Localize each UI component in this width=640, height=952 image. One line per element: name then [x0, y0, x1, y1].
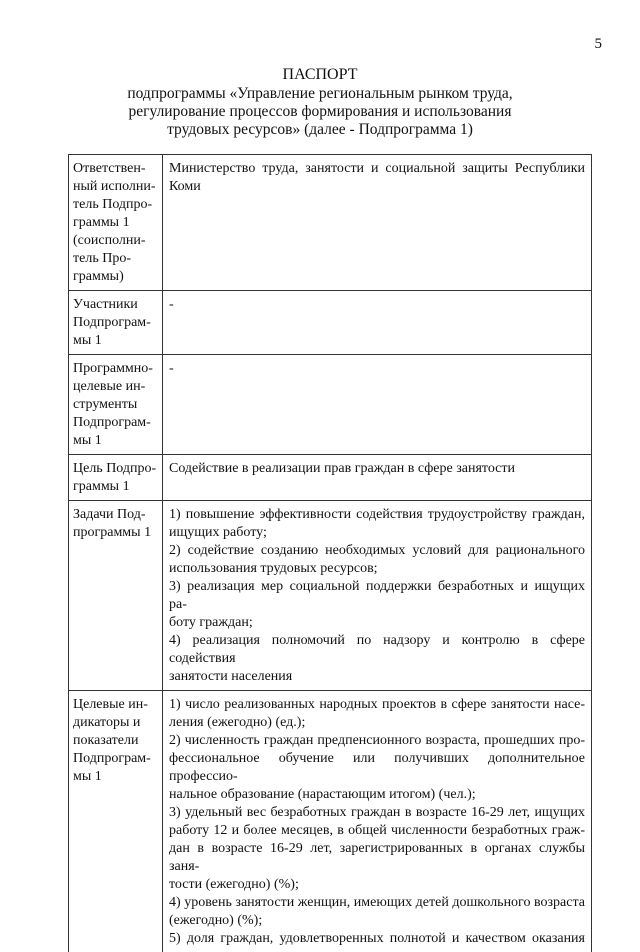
label-line: граммы 1	[73, 214, 160, 232]
row-label	[69, 355, 163, 455]
value-line: тости (ежегодно) (%);	[169, 876, 585, 894]
label-line: Подпрограм-	[73, 414, 160, 432]
label-line: дикаторы и	[73, 714, 160, 732]
label-line: Подпрограм-	[73, 314, 160, 332]
value-line: -	[169, 296, 585, 314]
label-line: программы 1	[73, 524, 160, 542]
value-line: 5) доля граждан, удовлетворенных полнотой и качеством оказания	[169, 930, 585, 948]
value-line: 3) удельный вес безработных граждан в возрасте 16-29 лет, ищущих	[169, 804, 585, 822]
label-line: мы 1	[73, 432, 160, 450]
row-label	[69, 155, 163, 291]
row-value	[163, 291, 592, 355]
value-line: использования трудовых ресурсов;	[169, 560, 585, 578]
value-line: ищущих работу;	[169, 524, 585, 542]
label-line: Целевые ин-	[73, 696, 160, 714]
value-line: Министерство труда, занятости и социальной защиты Республики	[169, 160, 585, 178]
subtitle-line: подпрограммы «Управление региональным рынком труда,	[0, 85, 640, 103]
value-line: боту граждан;	[169, 614, 585, 632]
table-row	[69, 291, 592, 355]
value-line: ления (ежегодно) (ед.);	[169, 714, 585, 732]
document-title: ПАСПОРТ	[0, 66, 640, 84]
label-line: мы 1	[73, 768, 160, 786]
row-value	[163, 455, 592, 501]
label-line: струменты	[73, 396, 160, 414]
value-line: Содействие в реализации прав граждан в сфере занятости	[169, 460, 585, 478]
row-value	[163, 355, 592, 455]
subtitle-line: трудовых ресурсов» (далее - Подпрограмма 1)	[0, 121, 640, 139]
passport-table	[68, 154, 592, 952]
value-line: работу 12 и более месяцев, в общей численности безработных граж-	[169, 822, 585, 840]
table-row	[69, 455, 592, 501]
page-number: 5	[595, 36, 603, 53]
subtitle-line: регулирование процессов формирования и использования	[0, 103, 640, 121]
label-line: Ответствен-	[73, 160, 160, 178]
label-line: целевые ин-	[73, 378, 160, 396]
value-line: 4) уровень занятости женщин, имеющих детей дошкольного возраста	[169, 894, 585, 912]
row-label	[69, 455, 163, 501]
label-line: тель Подпро-	[73, 196, 160, 214]
label-line: Участники	[73, 296, 160, 314]
value-line: 2) содействие созданию необходимых условий для рационального	[169, 542, 585, 560]
value-line: фессиональное обучение или получивших дополнительное профессио-	[169, 750, 585, 786]
label-line: ный исполни-	[73, 178, 160, 196]
document-header	[0, 66, 640, 139]
label-line: Подпрограм-	[73, 750, 160, 768]
label-line: граммы 1	[73, 478, 160, 496]
row-value	[163, 501, 592, 691]
label-line: показатели	[73, 732, 160, 750]
label-line: Программно-	[73, 360, 160, 378]
label-line: Задачи Под-	[73, 506, 160, 524]
label-line: Цель Подпро-	[73, 460, 160, 478]
value-line: 1) повышение эффективности содействия трудоустройству граждан,	[169, 506, 585, 524]
value-line: -	[169, 360, 585, 378]
value-line: 1) число реализованных народных проектов в сфере занятости насе-	[169, 696, 585, 714]
value-line: (ежегодно) (%);	[169, 912, 585, 930]
table-row	[69, 155, 592, 291]
table-row	[69, 691, 592, 952]
row-label	[69, 501, 163, 691]
value-line: нальное образование (нарастающим итогом) (чел.);	[169, 786, 585, 804]
row-label	[69, 691, 163, 952]
value-line: дан в возрасте 16-29 лет, зарегистрированных в органах службы заня-	[169, 840, 585, 876]
row-label	[69, 291, 163, 355]
row-value	[163, 691, 592, 952]
value-line: Коми	[169, 178, 585, 196]
table-row	[69, 355, 592, 455]
label-line: (соисполни-	[73, 232, 160, 250]
row-value	[163, 155, 592, 291]
value-line: 3) реализация мер социальной поддержки безработных и ищущих ра-	[169, 578, 585, 614]
table-row	[69, 501, 592, 691]
label-line: тель Про-	[73, 250, 160, 268]
label-line: мы 1	[73, 332, 160, 350]
value-line: занятости населения	[169, 668, 585, 686]
value-line: 4) реализация полномочий по надзору и контролю в сфере содействия	[169, 632, 585, 668]
label-line: граммы)	[73, 268, 160, 286]
value-line: 2) численность граждан предпенсионного возраста, прошедших про-	[169, 732, 585, 750]
